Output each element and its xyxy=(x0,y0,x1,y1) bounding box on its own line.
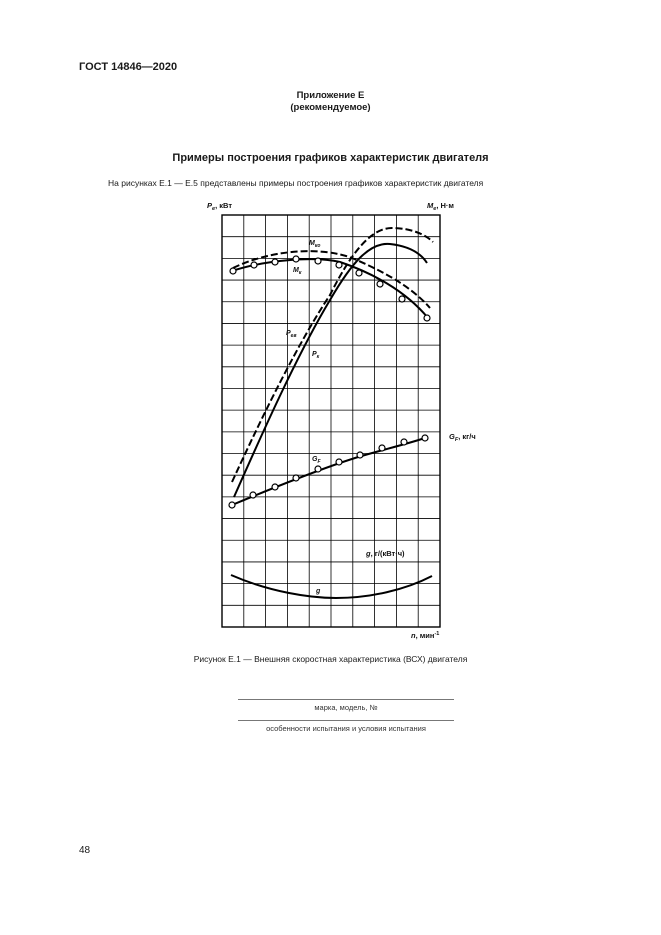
marker-m xyxy=(377,281,383,287)
field-label-model: марка, модель, № xyxy=(314,703,378,712)
field-line-model xyxy=(238,699,454,700)
label-g-fuel: $G_F$ xyxy=(312,456,321,465)
marker-g-fuel xyxy=(293,475,299,481)
chart-grid xyxy=(222,215,440,627)
label-m-solid: $M_к$ xyxy=(293,267,302,276)
marker-m xyxy=(336,262,342,268)
marker-g-fuel xyxy=(379,445,385,451)
marker-g-fuel xyxy=(229,502,235,508)
marker-m xyxy=(251,262,257,268)
marker-m xyxy=(315,258,321,264)
marker-g-fuel xyxy=(401,439,407,445)
curve-m-solid xyxy=(232,259,428,318)
figure-caption: Рисунок Е.1 — Внешняя скоростная характеристика (ВСХ) двигателя xyxy=(193,654,468,664)
label-m-dashed: $M_{ко}$ xyxy=(309,240,321,249)
marker-g-fuel xyxy=(315,466,321,472)
left-axis-label: $P_e$, кВт xyxy=(207,201,232,212)
marker-g-fuel xyxy=(272,484,278,490)
appendix-status: (рекомендуемое) xyxy=(290,102,371,113)
chart-curves xyxy=(231,228,433,598)
document-code: ГОСТ 14846—2020 xyxy=(79,61,178,73)
section-title: Примеры построения графиков характеристик двигателя xyxy=(172,152,489,164)
marker-m xyxy=(399,296,405,302)
marker-m xyxy=(293,256,299,262)
marker-g-fuel xyxy=(250,492,256,498)
appendix-title: Приложение Е xyxy=(296,90,365,101)
marker-m xyxy=(272,259,278,265)
marker-m xyxy=(356,270,362,276)
marker-g-fuel xyxy=(357,452,363,458)
marker-m xyxy=(424,315,430,321)
curve-g-spec xyxy=(231,575,432,598)
label-g-spec: g xyxy=(316,588,321,595)
bottom-axis-label: n, мин$^{-1}$ xyxy=(411,631,440,640)
fuel-axis-label: $G_F$, кг/ч xyxy=(449,432,476,443)
label-p-dashed: $P_{ев}$ xyxy=(286,330,297,339)
intro-paragraph: На рисунках Е.1 — Е.5 представлены примеры построения графиков характеристик двигателя xyxy=(108,178,484,188)
field-line-conditions xyxy=(238,720,454,721)
marker-m xyxy=(230,268,236,274)
marker-g-fuel xyxy=(336,459,342,465)
right-axis-label: $M_e$, Н·м xyxy=(427,201,454,212)
specific-consumption-axis-label: g, г/(кВт·ч) xyxy=(366,549,405,558)
page-number: 48 xyxy=(79,845,91,856)
marker-g-fuel xyxy=(422,435,428,441)
label-p-solid: $P_к$ xyxy=(312,351,320,360)
field-label-conditions: особенности испытания и условия испытания xyxy=(266,724,426,733)
